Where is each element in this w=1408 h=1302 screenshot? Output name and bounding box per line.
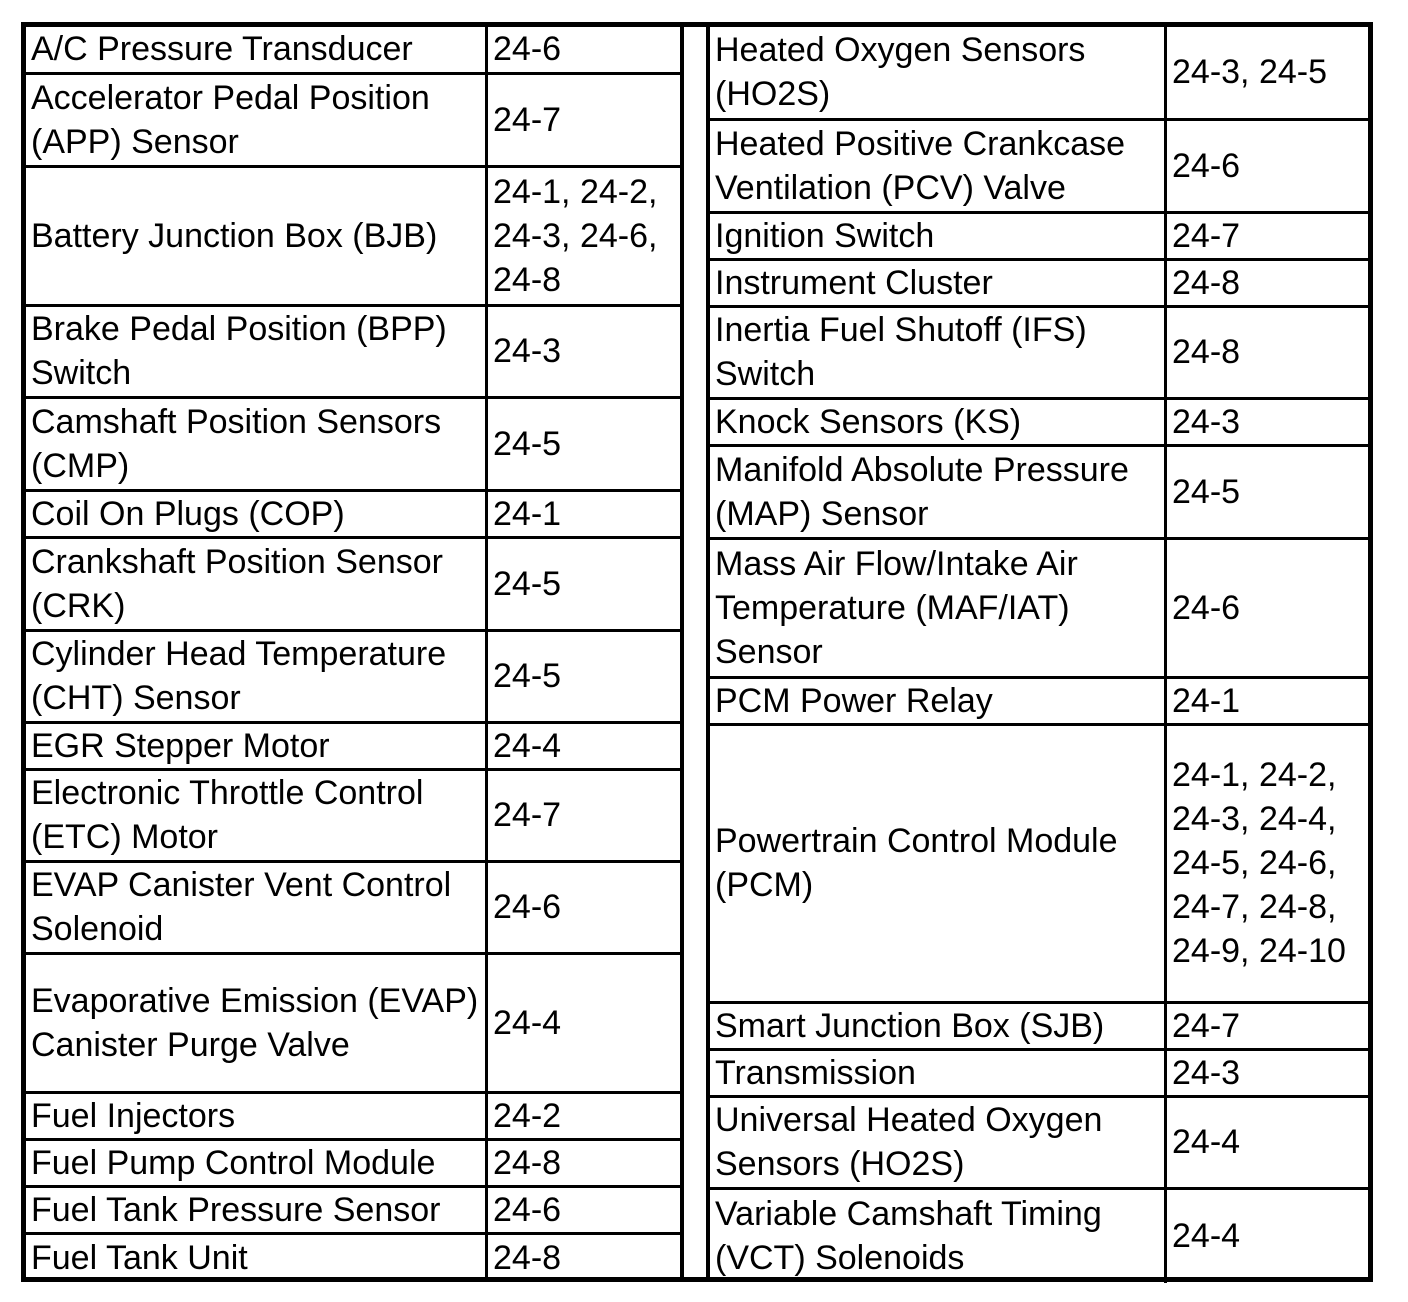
component-name: Variable Camshaft Timing (VCT) Solenoids: [710, 1188, 1166, 1283]
page-reference: 24-5: [487, 630, 681, 722]
page-reference: 24-4: [487, 953, 681, 1092]
table-row: [26, 490, 680, 537]
page-reference: 24-1, 24-2, 24-3, 24-6, 24-8: [487, 166, 681, 305]
page-reference: 24-5: [487, 537, 681, 630]
page-reference: 24-7: [487, 769, 681, 861]
component-name: Fuel Pump Control Module: [26, 1139, 487, 1186]
page-reference: 24-1: [487, 490, 681, 537]
page-reference: 24-8: [487, 1139, 681, 1186]
index-table-left: [26, 27, 680, 1281]
component-name: Knock Sensors (KS): [710, 398, 1166, 445]
page-reference: 24-4: [1166, 1096, 1374, 1188]
component-name: Transmission: [710, 1049, 1166, 1096]
page-reference: 24-7: [1166, 212, 1374, 259]
page-reference: 24-6: [1166, 538, 1374, 677]
page-reference: 24-7: [1166, 1002, 1374, 1049]
component-name: EGR Stepper Motor: [26, 722, 487, 769]
component-name: Manifold Absolute Pressure (MAP) Sensor: [710, 445, 1166, 538]
page-reference: 24-3: [487, 305, 681, 397]
table-row: [710, 1188, 1373, 1283]
component-name: Crankshaft Position Sensor (CRK): [26, 537, 487, 630]
table-row: [710, 445, 1373, 538]
component-name: Brake Pedal Position (BPP) Switch: [26, 305, 487, 397]
table-row: [710, 119, 1373, 212]
component-name: Universal Heated Oxygen Sensors (HO2S): [710, 1096, 1166, 1188]
table-row: [710, 306, 1373, 398]
index-table-right: [710, 27, 1373, 1283]
page-reference: 24-7: [487, 73, 681, 166]
table-row: [26, 630, 680, 722]
table-row: [710, 677, 1373, 724]
table-row: [26, 953, 680, 1092]
page-reference: 24-8: [1166, 306, 1374, 398]
component-name: PCM Power Relay: [710, 677, 1166, 724]
page-reference: 24-8: [487, 1233, 681, 1281]
table-row: [26, 397, 680, 490]
table-row: [26, 722, 680, 769]
page-reference: 24-1, 24-2, 24-3, 24-4, 24-5, 24-6, 24-7, 24-8, 24-9, 24-10: [1166, 724, 1374, 1002]
index-table-frame: [21, 22, 1373, 1282]
table-row: [710, 398, 1373, 445]
page-reference: 24-6: [1166, 119, 1374, 212]
page-reference: 24-3, 24-5: [1166, 27, 1374, 119]
page-reference: 24-6: [487, 1186, 681, 1233]
table-row: [26, 166, 680, 305]
table-row: [710, 1002, 1373, 1049]
component-name: Cylinder Head Temperature (CHT) Sensor: [26, 630, 487, 722]
table-row: [26, 537, 680, 630]
component-name: Accelerator Pedal Position (APP) Sensor: [26, 73, 487, 166]
page-reference: 24-5: [487, 397, 681, 490]
table-row: [26, 1139, 680, 1186]
component-name: Smart Junction Box (SJB): [710, 1002, 1166, 1049]
page-reference: 24-4: [487, 722, 681, 769]
table-row: [26, 1186, 680, 1233]
page-reference: 24-6: [487, 861, 681, 953]
component-name: Fuel Injectors: [26, 1092, 487, 1139]
component-name: Ignition Switch: [710, 212, 1166, 259]
component-name: Evaporative Emission (EVAP) Canister Purge Valve: [26, 953, 487, 1092]
page-reference: 24-3: [1166, 1049, 1374, 1096]
table-row: [710, 1096, 1373, 1188]
table-row: [710, 724, 1373, 1002]
table-row: [26, 1233, 680, 1281]
component-name: A/C Pressure Transducer: [26, 27, 487, 73]
component-name: Battery Junction Box (BJB): [26, 166, 487, 305]
table-row: [710, 538, 1373, 677]
table-row: [26, 73, 680, 166]
component-name: Instrument Cluster: [710, 259, 1166, 306]
table-row: [710, 212, 1373, 259]
page-reference: 24-3: [1166, 398, 1374, 445]
table-row: [710, 259, 1373, 306]
component-name: Fuel Tank Unit: [26, 1233, 487, 1281]
component-name: Coil On Plugs (COP): [26, 490, 487, 537]
column-divider: [680, 27, 710, 1277]
page-reference: 24-6: [487, 27, 681, 73]
component-name: Camshaft Position Sensors (CMP): [26, 397, 487, 490]
component-name: Electronic Throttle Control (ETC) Motor: [26, 769, 487, 861]
page-reference: 24-4: [1166, 1188, 1374, 1283]
component-name: Inertia Fuel Shutoff (IFS) Switch: [710, 306, 1166, 398]
component-name: Fuel Tank Pressure Sensor: [26, 1186, 487, 1233]
component-name: Powertrain Control Module (PCM): [710, 724, 1166, 1002]
component-name: Mass Air Flow/Intake Air Temperature (MAF/IAT) Sensor: [710, 538, 1166, 677]
table-row: [26, 1092, 680, 1139]
table-row: [26, 769, 680, 861]
table-row: [26, 861, 680, 953]
table-row: [710, 1049, 1373, 1096]
page-reference: 24-1: [1166, 677, 1374, 724]
table-row: [26, 305, 680, 397]
page-reference: 24-5: [1166, 445, 1374, 538]
component-name: Heated Positive Crankcase Ventilation (PCV) Valve: [710, 119, 1166, 212]
table-row: [26, 27, 680, 73]
page-reference: 24-8: [1166, 259, 1374, 306]
component-name: Heated Oxygen Sensors (HO2S): [710, 27, 1166, 119]
component-name: EVAP Canister Vent Control Solenoid: [26, 861, 487, 953]
table-row: [710, 27, 1373, 119]
page-reference: 24-2: [487, 1092, 681, 1139]
